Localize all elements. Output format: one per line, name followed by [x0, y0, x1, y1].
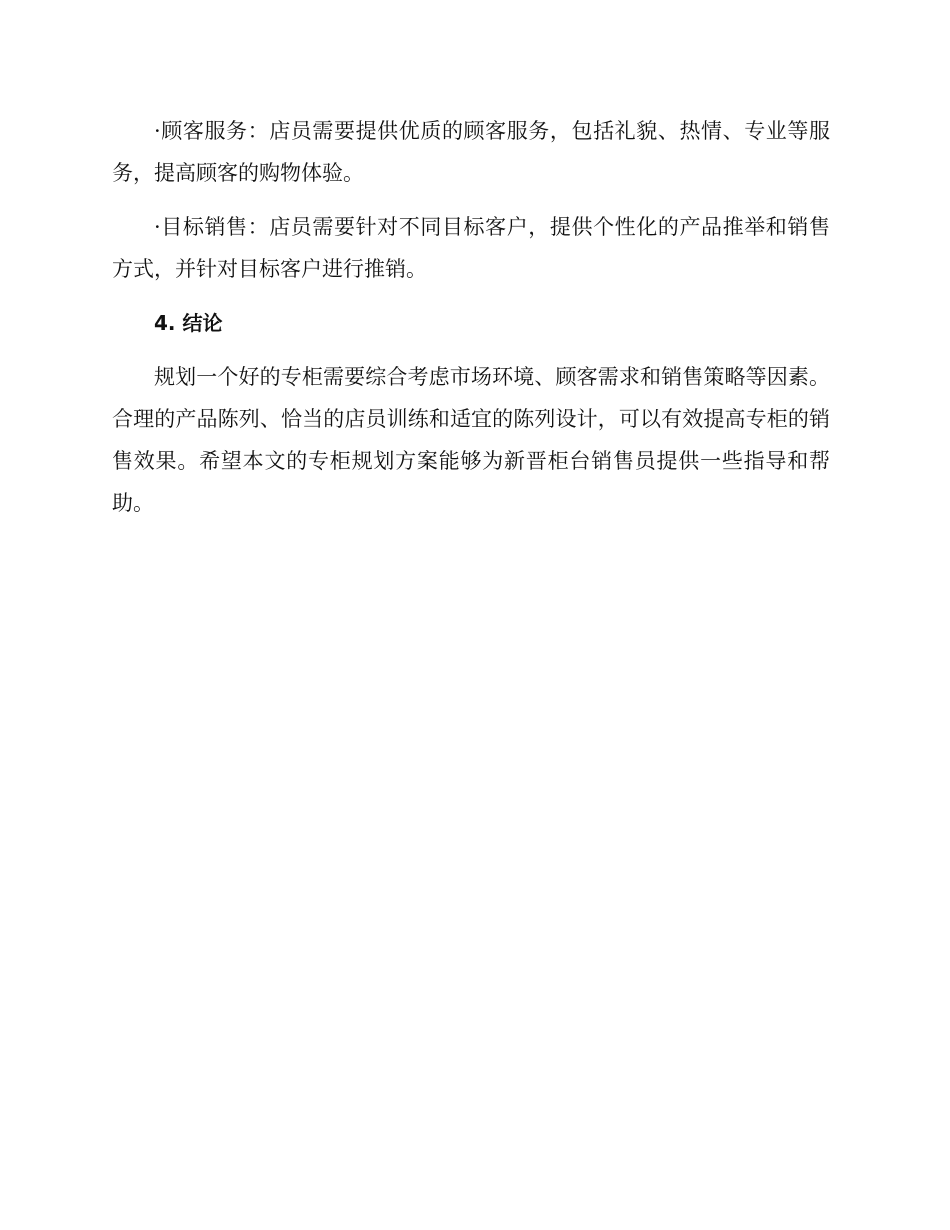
bullet-customer-service: ·顾客服务：店员需要提供优质的顾客服务，包括礼貌、热情、专业等服务，提高顾客的购物体验。: [112, 119, 830, 185]
document-body: [112, 110, 830, 536]
bullet-target-sales: ·目标销售：店员需要针对不同目标客户，提供个性化的产品推举和销售方式，并针对目标客户进行推销。: [112, 215, 830, 281]
section-heading-conclusion: 4. 结论: [154, 311, 223, 335]
conclusion-paragraph: 规划一个好的专柜需要综合考虑市场环境、顾客需求和销售策略等因素。合理的产品陈列、恰当的店员训练和适宜的陈列设计，可以有效提高专柜的销售效果。希望本文的专柜规划方案能够为新晋柜台销售员提供一些指导和帮助。: [112, 365, 830, 515]
